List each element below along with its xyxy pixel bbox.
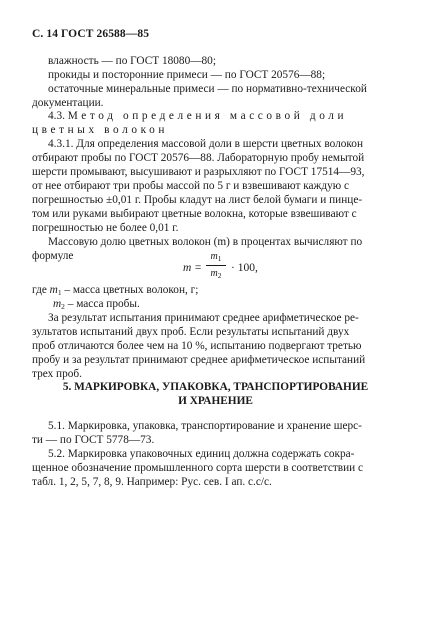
text-line: остаточные минеральные примеси — по нормативно-технической [48,83,367,95]
formula-lhs: m = [183,262,202,274]
text-line: отбирают пробы по ГОСТ 20576—88. Лабораторную пробу немытой [32,152,365,164]
formula-fraction [206,251,226,280]
fraction-numerator: $m_1$ [210,251,222,263]
fraction-bar [206,265,226,266]
method-heading-text: Метод определения массовой доли [67,110,348,122]
formula-tail: · 100, [231,262,258,274]
text-line: прокиды и посторонние примеси — по ГОСТ 20576—88; [48,69,326,81]
text-line: 5.1. Маркировка, упаковка, транспортирование и хранение шерс- [48,420,362,432]
legend-m2: $m_2$ – масса пробы. [53,298,140,311]
legend-m1: где $m_1$ – масса цветных волокон, г; [32,284,199,297]
text-line: табл. 1, 2, 5, 7, 8, 9. Например: Рус. сев. I ап. с.с/с. [32,476,272,488]
text-line: 4.3.1. Для определения массовой доли в шерсти цветных волокон [48,138,363,150]
text-line: проб отличаются более чем на 10 %, испытанию подвергают третью [32,340,362,352]
text-line: том или руками выбирают цветные волокна, которые взвешивают с [32,208,357,220]
method-heading-line2: цветных волокон [32,124,169,136]
text-line: погрешностью ±0,01 г. Пробы кладут на лист белой бумаги и пинце- [32,194,363,206]
text-line: ти — по ГОСТ 5778—73. [32,434,155,446]
method-heading-number: 4.3. [48,110,68,122]
section-title-line1: 5. МАРКИРОВКА, УПАКОВКА, ТРАНСПОРТИРОВАНИЕ [62,381,369,393]
text-line: пробу и за результат принимают среднее арифметическое испытаний [32,354,366,366]
text-line: от нее отбирают три пробы массой по 5 г и взвешивают каждую с [32,180,350,192]
text-line: щенное обозначение промышленного сорта шерсти в соответствии с [32,462,364,474]
text-line: зультатов испытаний двух проб. Если результаты испытаний двух [32,326,350,338]
text-line: формуле [32,250,74,262]
text-line: 5.2. Маркировка упаковочных единиц должна содержать сокра- [48,448,355,460]
text-line: трех проб. [32,368,82,380]
method-heading-line1 [48,109,347,123]
fraction-denominator: $m_2$ [210,268,222,280]
text-line: За результат испытания принимают среднее арифметическое ре- [48,312,359,324]
page-header: С. 14 ГОСТ 26588—85 [32,28,150,40]
text-line: влажность — по ГОСТ 18080—80; [48,55,216,67]
text-line: погрешностью не более 0,01 г. [32,222,179,234]
text-line: документации. [32,97,104,109]
section-title-line2: И ХРАНЕНИЕ [178,395,253,407]
text-line: шерсти промывают, высушивают и разрыхляют по ГОСТ 17514—93, [32,166,365,178]
text-line: Массовую долю цветных волокон (m) в процентах вычисляют по [48,236,363,248]
